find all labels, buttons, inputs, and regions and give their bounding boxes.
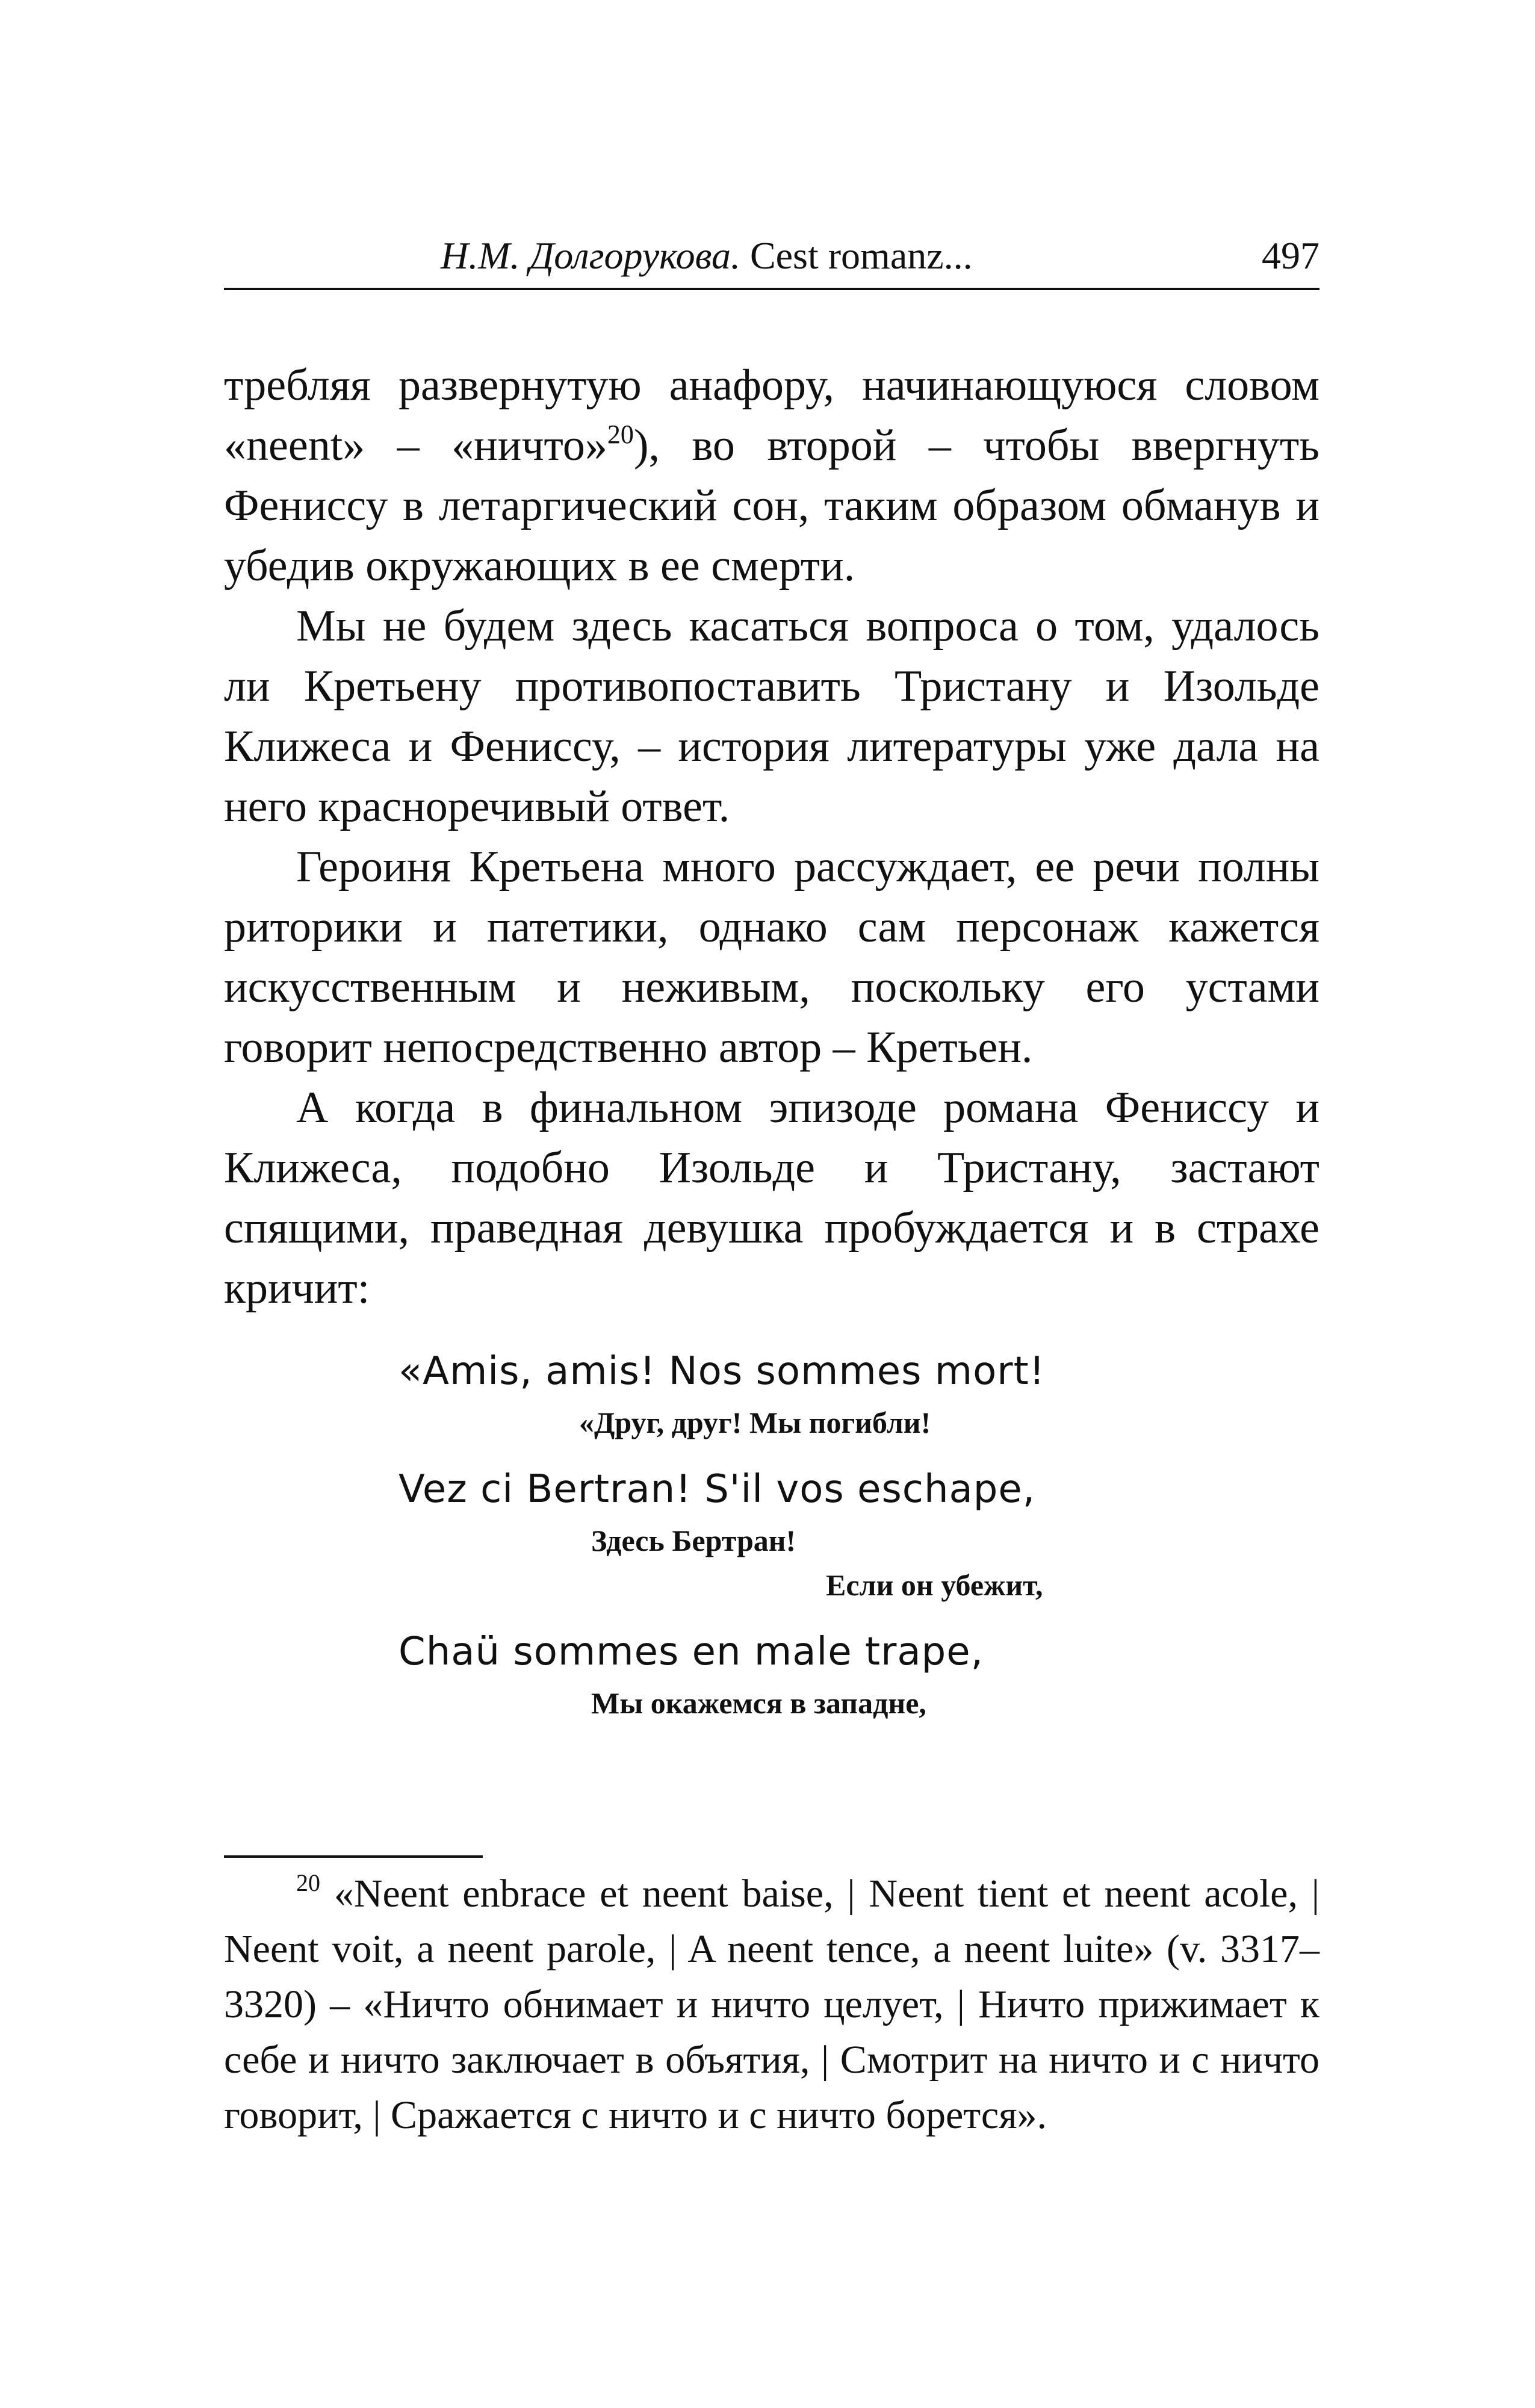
paragraph-1-end: ), во второй – чтобы ввергнуть Фениссу в летаргический сон, таким образом обманув и убедив окружающих в ее смерти. [224,421,1319,591]
running-head [224,229,1319,283]
old-french-line-1: «Amis, amis! Nos sommes mort! [398,1349,1046,1394]
translation-line-1: «Друг, друг! Мы погибли! [579,1406,931,1439]
footnote-reference: 20 [607,420,634,449]
verse-stanza-1 [398,1342,1301,1445]
running-title [441,229,973,283]
footnote-rule [224,1855,483,1858]
footnote-text: «Neent enbrace et neent baise, | Neent tient et neent acole, | Neent voit, a neent parole, | A neent tence, a neent luite» (v. 3317–3320) – «Ничто обнимает и ничто целует, | Ничто прижимает к себе и ничто заключает в объятия, | Смотрит на ничто и с ничто говорит, | Сражается с ничто и с ничто борется». [224,1872,1319,2137]
paragraph-3: Героиня Кретьена много рассуждает, ее речи полны риторики и патетики, однако сам персонаж кажется искусственным и неживым, поскольку его устами говорит непосредственно автор – Кретьен. [224,842,1319,1072]
paragraph-1-start: требляя развернутую анафору, начинающуюся словом «neent» – «ничто» [224,361,1319,470]
running-head-title: Cest romanz... [740,234,973,277]
old-french-line-2: Vez ci Bertran! S'il vos eschape, [398,1467,1036,1512]
translation-line-2b: Если он убежит, [826,1568,1043,1602]
paragraph-1 [224,355,1319,596]
verse-stanza-3 [398,1623,1301,1725]
paragraph-4: А когда в финальном эпизоде романа Фениссу и Клижеса, подобно Изольде и Тристану, застают спящими, праведная девушка пробуждается и в страхе кричит: [224,1083,1319,1313]
running-head-author: Н.М. Долгорукова. [441,234,740,277]
header-rule [224,288,1319,290]
page-number: 497 [1262,234,1319,277]
book-page [224,0,1319,2408]
translation-line-2a: Здесь Бертран! [591,1524,796,1557]
paragraph-2: Мы не будем здесь касаться вопроса о том, удалось ли Кретьену противопоставить Тристану и Изольде Клижеса и Фениссу, – история литературы уже дала на него красноречивый ответ. [224,601,1319,831]
main-text [224,355,1319,1318]
translation-line-3: Мы окажемся в западне, [591,1686,926,1720]
old-french-line-3: Chaü sommes en male trape, [398,1630,984,1674]
footnote-number: 20 [296,1869,320,1896]
footnote [224,1866,1319,2143]
verse-quotation [398,1342,1301,1741]
verse-stanza-2 [398,1460,1301,1607]
